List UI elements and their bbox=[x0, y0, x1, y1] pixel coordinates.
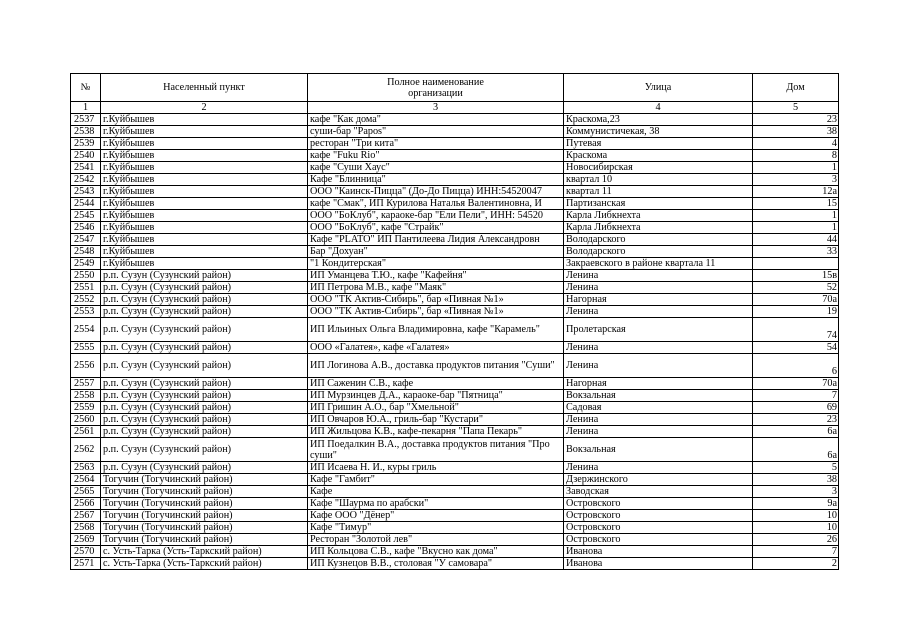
row-place: с. Усть-Тарка (Усть-Таркский район) bbox=[101, 546, 308, 558]
row-street: Карла Либкнехта bbox=[564, 210, 753, 222]
row-place: р.п. Сузун (Сузунский район) bbox=[101, 282, 308, 294]
table-row bbox=[71, 246, 839, 258]
row-organization: ИП Уманцева Т.Ю., кафе "Кафейня" bbox=[308, 270, 564, 282]
row-street: Коммунистичекая, 38 bbox=[564, 126, 753, 138]
table-row bbox=[71, 162, 839, 174]
row-street: квартал 10 bbox=[564, 174, 753, 186]
row-street: Ленина bbox=[564, 282, 753, 294]
row-place: Тогучин (Тогучинский район) bbox=[101, 486, 308, 498]
row-street: Островского bbox=[564, 534, 753, 546]
table-row bbox=[71, 222, 839, 234]
row-street: Ленина bbox=[564, 462, 753, 474]
row-street: Пролетарская bbox=[564, 318, 753, 342]
row-place: р.п. Сузун (Сузунский район) bbox=[101, 294, 308, 306]
row-number: 2550 bbox=[71, 270, 101, 282]
row-organization: Кафе bbox=[308, 486, 564, 498]
row-house: 7 bbox=[753, 546, 839, 558]
row-organization: ООО "Каинск-Пицца" (До-До Пицца) ИНН:54520047 bbox=[308, 186, 564, 198]
row-house: 52 bbox=[753, 282, 839, 294]
row-street: Островского bbox=[564, 522, 753, 534]
row-number: 2541 bbox=[71, 162, 101, 174]
table-row bbox=[71, 186, 839, 198]
row-organization: ИП Кузнецов В.В., столовая "У самовара" bbox=[308, 558, 564, 570]
row-place: р.п. Сузун (Сузунский район) bbox=[101, 426, 308, 438]
row-place: г.Куйбышев bbox=[101, 246, 308, 258]
table-row bbox=[71, 282, 839, 294]
row-street: Краскома,23 bbox=[564, 114, 753, 126]
registry-table bbox=[70, 73, 839, 570]
row-number: 2547 bbox=[71, 234, 101, 246]
row-street: Ленина bbox=[564, 354, 753, 378]
row-house: 5 bbox=[753, 462, 839, 474]
row-house: 3 bbox=[753, 174, 839, 186]
row-number: 2567 bbox=[71, 510, 101, 522]
row-street: Иванова bbox=[564, 546, 753, 558]
row-street: Заводская bbox=[564, 486, 753, 498]
row-house: 6а bbox=[753, 426, 839, 438]
row-organization: ИП Ильиных Ольга Владимировна, кафе "Карамель" bbox=[308, 318, 564, 342]
table-body bbox=[71, 114, 839, 570]
row-street: Дзержинского bbox=[564, 474, 753, 486]
row-place: Тогучин (Тогучинский район) bbox=[101, 510, 308, 522]
table-row bbox=[71, 150, 839, 162]
row-organization: ИП Мурзинцев Д.А., караоке-бар "Пятница" bbox=[308, 390, 564, 402]
row-place: р.п. Сузун (Сузунский район) bbox=[101, 270, 308, 282]
row-house: 1 bbox=[753, 222, 839, 234]
col-number: 5 bbox=[753, 102, 839, 114]
row-house: 6 bbox=[753, 354, 839, 378]
row-number: 2549 bbox=[71, 258, 101, 270]
row-house: 23 bbox=[753, 114, 839, 126]
table-row bbox=[71, 174, 839, 186]
row-organization: суши-бар "Papos" bbox=[308, 126, 564, 138]
row-organization: "1 Кондитерская" bbox=[308, 258, 564, 270]
row-house: 12а bbox=[753, 186, 839, 198]
row-street: Ленина bbox=[564, 342, 753, 354]
row-street: Островского bbox=[564, 498, 753, 510]
row-place: р.п. Сузун (Сузунский район) bbox=[101, 402, 308, 414]
row-number: 2557 bbox=[71, 378, 101, 390]
table-row bbox=[71, 270, 839, 282]
row-organization: ООО "ТК Актив-Сибирь", бар «Пивная №1» bbox=[308, 306, 564, 318]
row-house: 1 bbox=[753, 162, 839, 174]
table-row bbox=[71, 522, 839, 534]
header-org-line1: Полное наименование bbox=[387, 76, 484, 88]
header-org-line2: организации bbox=[408, 87, 463, 99]
row-street: Островского bbox=[564, 510, 753, 522]
row-number: 2543 bbox=[71, 186, 101, 198]
table-row bbox=[71, 354, 839, 378]
table-row bbox=[71, 234, 839, 246]
row-organization: Кафе ООО "Дёнер" bbox=[308, 510, 564, 522]
table-row bbox=[71, 210, 839, 222]
row-place: р.п. Сузун (Сузунский район) bbox=[101, 462, 308, 474]
row-house: 23 bbox=[753, 414, 839, 426]
row-organization: Кафе "Шаурма по арабски" bbox=[308, 498, 564, 510]
row-house: 15в bbox=[753, 270, 839, 282]
row-organization: Бар "Дохуан" bbox=[308, 246, 564, 258]
row-house: 9а bbox=[753, 498, 839, 510]
row-organization: ИП Исаева Н. И., куры гриль bbox=[308, 462, 564, 474]
row-place: г.Куйбышев bbox=[101, 150, 308, 162]
row-place: р.п. Сузун (Сузунский район) bbox=[101, 306, 308, 318]
table-row bbox=[71, 198, 839, 210]
row-number: 2565 bbox=[71, 486, 101, 498]
row-place: Тогучин (Тогучинский район) bbox=[101, 534, 308, 546]
row-place: г.Куйбышев bbox=[101, 222, 308, 234]
row-street: Володарского bbox=[564, 234, 753, 246]
table-row bbox=[71, 114, 839, 126]
row-number: 2564 bbox=[71, 474, 101, 486]
column-number-row bbox=[71, 102, 839, 114]
col-number: 2 bbox=[101, 102, 308, 114]
row-street: Нагорная bbox=[564, 378, 753, 390]
row-organization: ООО "БоКлуб", караоке-бар "Ели Пели", ИНН: 54520 bbox=[308, 210, 564, 222]
row-number: 2558 bbox=[71, 390, 101, 402]
table-row bbox=[71, 462, 839, 474]
row-house: 38 bbox=[753, 126, 839, 138]
row-place: Тогучин (Тогучинский район) bbox=[101, 474, 308, 486]
row-organization: ИП Логинова А.В., доставка продуктов питания "Суши" bbox=[308, 354, 564, 378]
row-place: г.Куйбышев bbox=[101, 234, 308, 246]
row-house: 33 bbox=[753, 246, 839, 258]
row-organization: ИП Кольцова С.В., кафе "Вкусно как дома" bbox=[308, 546, 564, 558]
row-house: 6а bbox=[753, 438, 839, 462]
table-row bbox=[71, 294, 839, 306]
row-street: Нагорная bbox=[564, 294, 753, 306]
table-row bbox=[71, 498, 839, 510]
row-number: 2546 bbox=[71, 222, 101, 234]
row-number: 2559 bbox=[71, 402, 101, 414]
row-street: Ленина bbox=[564, 414, 753, 426]
row-number: 2570 bbox=[71, 546, 101, 558]
row-organization: кафе "Смак", ИП Курилова Наталья Валентиновна, И bbox=[308, 198, 564, 210]
row-street: Партизанская bbox=[564, 198, 753, 210]
row-place: р.п. Сузун (Сузунский район) bbox=[101, 354, 308, 378]
row-house bbox=[753, 258, 839, 270]
row-number: 2542 bbox=[71, 174, 101, 186]
row-place: г.Куйбышев bbox=[101, 174, 308, 186]
row-organization: Кафе "Тимур" bbox=[308, 522, 564, 534]
row-place: г.Куйбышев bbox=[101, 138, 308, 150]
row-number: 2563 bbox=[71, 462, 101, 474]
row-number: 2554 bbox=[71, 318, 101, 342]
row-house: 70а bbox=[753, 294, 839, 306]
table-row bbox=[71, 438, 839, 462]
table-row bbox=[71, 390, 839, 402]
header-house: Дом bbox=[753, 74, 839, 102]
row-house: 2 bbox=[753, 558, 839, 570]
row-organization: кафе "Суши Хаус" bbox=[308, 162, 564, 174]
row-house: 19 bbox=[753, 306, 839, 318]
row-place: р.п. Сузун (Сузунский район) bbox=[101, 318, 308, 342]
row-house: 1 bbox=[753, 210, 839, 222]
row-number: 2540 bbox=[71, 150, 101, 162]
row-place: г.Куйбышев bbox=[101, 186, 308, 198]
row-house: 7 bbox=[753, 390, 839, 402]
row-number: 2538 bbox=[71, 126, 101, 138]
row-house: 70а bbox=[753, 378, 839, 390]
table-row bbox=[71, 474, 839, 486]
header-num: № bbox=[71, 74, 101, 102]
row-organization: ИП Овчаров Ю.А., гриль-бар "Кустари" bbox=[308, 414, 564, 426]
table-row bbox=[71, 258, 839, 270]
row-street: Ленина bbox=[564, 426, 753, 438]
row-organization: ИП Саженин С.В., кафе bbox=[308, 378, 564, 390]
row-place: р.п. Сузун (Сузунский район) bbox=[101, 414, 308, 426]
row-house: 38 bbox=[753, 474, 839, 486]
row-organization: ИП Петрова М.В., кафе "Маяк" bbox=[308, 282, 564, 294]
row-number: 2548 bbox=[71, 246, 101, 258]
row-street: квартал 11 bbox=[564, 186, 753, 198]
table-row bbox=[71, 510, 839, 522]
row-number: 2556 bbox=[71, 354, 101, 378]
row-street: Вокзальная bbox=[564, 390, 753, 402]
row-organization: Ресторан "Золотой лев" bbox=[308, 534, 564, 546]
row-number: 2552 bbox=[71, 294, 101, 306]
header-row bbox=[71, 74, 839, 102]
row-organization: ИП Жильцова К.В., кафе-пекарня "Папа Пекарь" bbox=[308, 426, 564, 438]
row-house: 10 bbox=[753, 510, 839, 522]
row-place: г.Куйбышев bbox=[101, 126, 308, 138]
col-number: 1 bbox=[71, 102, 101, 114]
row-number: 2562 bbox=[71, 438, 101, 462]
table-row bbox=[71, 534, 839, 546]
table-row bbox=[71, 318, 839, 342]
row-house: 26 bbox=[753, 534, 839, 546]
row-organization: Кафе "PLATO" ИП Пантилеева Лидия Александровн bbox=[308, 234, 564, 246]
row-number: 2569 bbox=[71, 534, 101, 546]
table-row bbox=[71, 342, 839, 354]
row-place: р.п. Сузун (Сузунский район) bbox=[101, 342, 308, 354]
row-place: г.Куйбышев bbox=[101, 114, 308, 126]
row-number: 2553 bbox=[71, 306, 101, 318]
row-number: 2545 bbox=[71, 210, 101, 222]
row-organization: ООО "БоКлуб", кафе "Страйк" bbox=[308, 222, 564, 234]
table-row bbox=[71, 126, 839, 138]
row-place: р.п. Сузун (Сузунский район) bbox=[101, 378, 308, 390]
row-place: Тогучин (Тогучинский район) bbox=[101, 522, 308, 534]
table-row bbox=[71, 138, 839, 150]
row-number: 2560 bbox=[71, 414, 101, 426]
row-house: 44 bbox=[753, 234, 839, 246]
col-number: 3 bbox=[308, 102, 564, 114]
row-organization: ООО «Галатея», кафе «Галатея» bbox=[308, 342, 564, 354]
table-row bbox=[71, 546, 839, 558]
row-place: г.Куйбышев bbox=[101, 210, 308, 222]
table-row bbox=[71, 426, 839, 438]
row-place: Тогучин (Тогучинский район) bbox=[101, 498, 308, 510]
row-number: 2555 bbox=[71, 342, 101, 354]
row-house: 15 bbox=[753, 198, 839, 210]
row-street: Новосибирская bbox=[564, 162, 753, 174]
table-row bbox=[71, 414, 839, 426]
row-number: 2561 bbox=[71, 426, 101, 438]
row-street: Вокзальная bbox=[564, 438, 753, 462]
table-row bbox=[71, 558, 839, 570]
row-number: 2566 bbox=[71, 498, 101, 510]
row-organization: ресторан "Три кита" bbox=[308, 138, 564, 150]
row-place: г.Куйбышев bbox=[101, 162, 308, 174]
row-street: Путевая bbox=[564, 138, 753, 150]
row-number: 2551 bbox=[71, 282, 101, 294]
row-number: 2537 bbox=[71, 114, 101, 126]
row-street: Ленина bbox=[564, 270, 753, 282]
header-org bbox=[308, 74, 564, 102]
header-street: Улица bbox=[564, 74, 753, 102]
row-street: Закраевского в районе квартала 11 bbox=[564, 258, 753, 270]
row-house: 74 bbox=[753, 318, 839, 342]
row-house: 3 bbox=[753, 486, 839, 498]
row-organization: ООО "ТК Актив-Сибирь", бар «Пивная №1» bbox=[308, 294, 564, 306]
row-number: 2539 bbox=[71, 138, 101, 150]
row-street: Володарского bbox=[564, 246, 753, 258]
row-number: 2568 bbox=[71, 522, 101, 534]
row-house: 4 bbox=[753, 138, 839, 150]
row-street: Садовая bbox=[564, 402, 753, 414]
row-place: с. Усть-Тарка (Усть-Таркский район) bbox=[101, 558, 308, 570]
table-row bbox=[71, 378, 839, 390]
row-place: р.п. Сузун (Сузунский район) bbox=[101, 438, 308, 462]
row-place: р.п. Сузун (Сузунский район) bbox=[101, 390, 308, 402]
row-number: 2571 bbox=[71, 558, 101, 570]
row-organization: ИП Поедалкин В.А., доставка продуктов питания "Про суши" bbox=[308, 438, 564, 462]
row-house: 10 bbox=[753, 522, 839, 534]
row-organization: кафе "Fuku Rio" bbox=[308, 150, 564, 162]
row-place: г.Куйбышев bbox=[101, 198, 308, 210]
header-place: Населенный пункт bbox=[101, 74, 308, 102]
row-number: 2544 bbox=[71, 198, 101, 210]
table-row bbox=[71, 306, 839, 318]
row-street: Карла Либкнехта bbox=[564, 222, 753, 234]
row-organization: кафе "Как дома" bbox=[308, 114, 564, 126]
row-street: Краскома bbox=[564, 150, 753, 162]
row-house: 8 bbox=[753, 150, 839, 162]
row-organization: ИП Гришин А.О., бар "Хмельной" bbox=[308, 402, 564, 414]
row-street: Ленина bbox=[564, 306, 753, 318]
row-organization: Кафе "Блинница" bbox=[308, 174, 564, 186]
table-row bbox=[71, 402, 839, 414]
row-street: Иванова bbox=[564, 558, 753, 570]
row-place: г.Куйбышев bbox=[101, 258, 308, 270]
row-organization: Кафе "Гамбит" bbox=[308, 474, 564, 486]
table-row bbox=[71, 486, 839, 498]
row-house: 69 bbox=[753, 402, 839, 414]
col-number: 4 bbox=[564, 102, 753, 114]
row-house: 54 bbox=[753, 342, 839, 354]
